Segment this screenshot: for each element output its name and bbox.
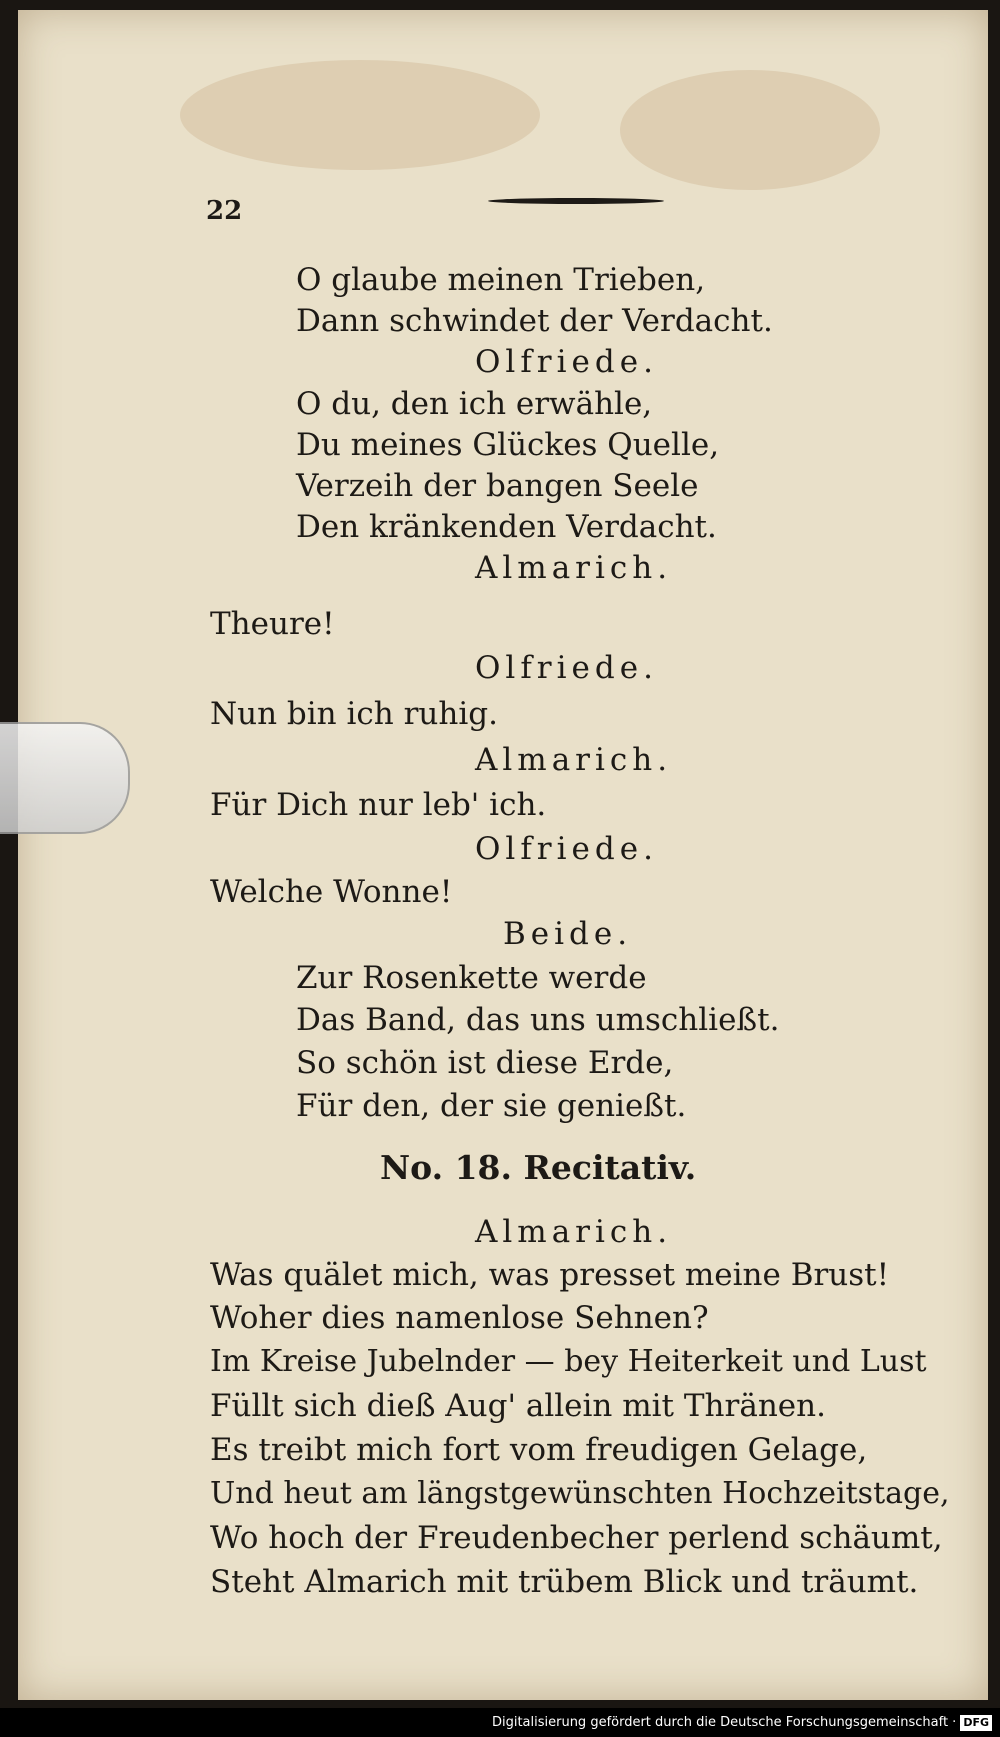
verse-line: Zur Rosenkette werde — [296, 960, 647, 996]
verse-line: Verzeih der bangen Seele — [296, 468, 699, 504]
header-ornament — [488, 198, 664, 204]
verse-line: Was quälet mich, was presset meine Brust! — [210, 1257, 890, 1293]
speaker-name: Almarich. — [475, 1214, 673, 1250]
page-number: 22 — [206, 196, 243, 226]
section-heading: No. 18. Recitativ. — [380, 1148, 697, 1187]
verse-line: Das Band, das uns umschließt. — [296, 1002, 780, 1038]
footer-credit: Digitalisierung gefördert durch die Deutsche Forschungsgemeinschaft · — [491, 1715, 957, 1730]
verse-line: Wo hoch der Freudenbecher perlend schäumt, — [210, 1520, 943, 1556]
speaker-name: Beide. — [503, 916, 633, 952]
verse-line: Für den, der sie genießt. — [296, 1088, 687, 1124]
speaker-name: Almarich. — [475, 550, 673, 586]
speaker-name: Almarich. — [475, 742, 673, 778]
dfg-logo: DFG — [960, 1715, 992, 1731]
verse-line: Nun bin ich ruhig. — [210, 696, 498, 732]
verse-line: Den kränkenden Verdacht. — [296, 509, 717, 545]
verse-line: Es treibt mich fort vom freudigen Gelage, — [210, 1432, 868, 1468]
digitization-footer — [0, 1708, 1000, 1737]
verse-line: Im Kreise Jubelnder — bey Heiterkeit und Lust — [210, 1344, 927, 1379]
verse-line: Füllt sich dieß Aug' allein mit Thränen. — [210, 1388, 826, 1424]
verse-line: O glaube meinen Trieben, — [296, 262, 706, 298]
verse-line: O du, den ich erwähle, — [296, 386, 653, 422]
speaker-name: Olfriede. — [475, 831, 658, 867]
speaker-name: Olfriede. — [475, 650, 658, 686]
verse-line: Dann schwindet der Verdacht. — [296, 303, 773, 339]
verse-line: Für Dich nur leb' ich. — [210, 787, 547, 823]
speaker-name: Olfriede. — [475, 344, 658, 380]
verse-line: So schön ist diese Erde, — [296, 1045, 674, 1081]
verse-line: Und heut am längstgewünschten Hochzeitstage, — [210, 1476, 950, 1511]
verse-line: Theure! — [210, 606, 335, 642]
verse-line: Welche Wonne! — [210, 874, 453, 910]
verse-line: Woher dies namenlose Sehnen? — [210, 1300, 709, 1336]
verse-line: Steht Almarich mit trübem Blick und träumt. — [210, 1564, 919, 1600]
verse-line: Du meines Glückes Quelle, — [296, 427, 720, 463]
